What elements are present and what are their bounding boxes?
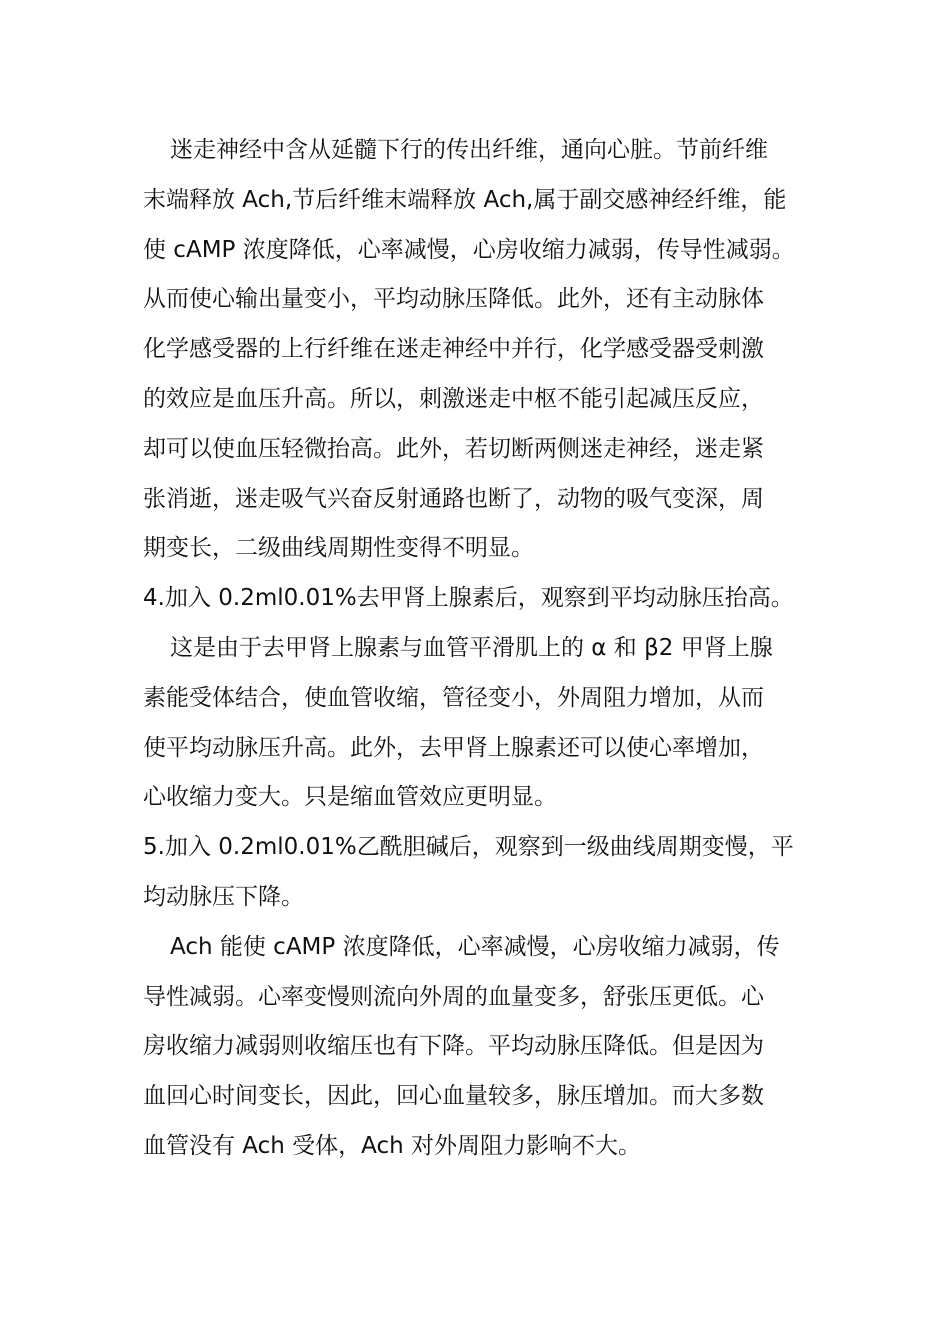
text-line: Ach 能使 cAMP 浓度降低，心率减慢，心房收缩力减弱，传 [170, 933, 780, 960]
text-line: 张消逝，迷走吸气兴奋反射通路也断了，动物的吸气变深，周 [143, 485, 764, 512]
text-line: 化学感受器的上行纤维在迷走神经中并行，化学感受器受刺激 [143, 336, 764, 363]
text-line: 5.加入 0.2ml0.01%乙酰胆碱后，观察到一级曲线周期变慢，平 [143, 834, 794, 861]
text-line: 素能受体结合，使血管收缩，管径变小，外周阻力增加，从而 [143, 684, 764, 711]
text-line: 这是由于去甲肾上腺素与血管平滑肌上的 α 和 β2 甲肾上腺 [170, 634, 773, 661]
text-line: 导性减弱。心率变慢则流向外周的血量变多，舒张压更低。心 [143, 983, 764, 1010]
text-line: 的效应是血压升高。所以，刺激迷走中枢不能引起减压反应， [143, 385, 764, 412]
text-line: 从而使心输出量变小，平均动脉压降低。此外，还有主动脉体 [143, 286, 764, 313]
text-line: 血管没有 Ach 受体，Ach 对外周阻力影响不大。 [143, 1132, 642, 1159]
item-4-heading [143, 574, 808, 624]
paragraph-norepinephrine [143, 624, 808, 823]
text-line: 心收缩力变大。只是缩血管效应更明显。 [143, 784, 557, 811]
document-body [143, 126, 808, 1172]
text-line: 使 cAMP 浓度降低，心率减慢，心房收缩力减弱，传导性减弱。 [143, 236, 795, 263]
text-line: 末端释放 Ach,节后纤维末端释放 Ach,属于副交感神经纤维，能 [143, 186, 787, 213]
text-line: 均动脉压下降。 [143, 883, 304, 910]
text-line: 血回心时间变长，因此，回心血量较多，脉压增加。而大多数 [143, 1083, 764, 1110]
paragraph-vagus-nerve [143, 126, 808, 574]
text-line: 却可以使血压轻微抬高。此外，若切断两侧迷走神经，迷走紧 [143, 435, 764, 462]
text-line: 迷走神经中含从延髓下行的传出纤维，通向心脏。节前纤维 [170, 137, 768, 163]
text-line: 期变长，二级曲线周期性变得不明显。 [143, 535, 534, 562]
text-line: 房收缩力减弱则收缩压也有下降。平均动脉压降低。但是因为 [143, 1033, 764, 1060]
text-line: 4.加入 0.2ml0.01%去甲肾上腺素后，观察到平均动脉压抬高。 [143, 585, 794, 612]
paragraph-acetylcholine [143, 923, 808, 1172]
item-5-heading [143, 823, 808, 923]
text-line: 使平均动脉压升高。此外，去甲肾上腺素还可以使心率增加， [143, 734, 764, 761]
